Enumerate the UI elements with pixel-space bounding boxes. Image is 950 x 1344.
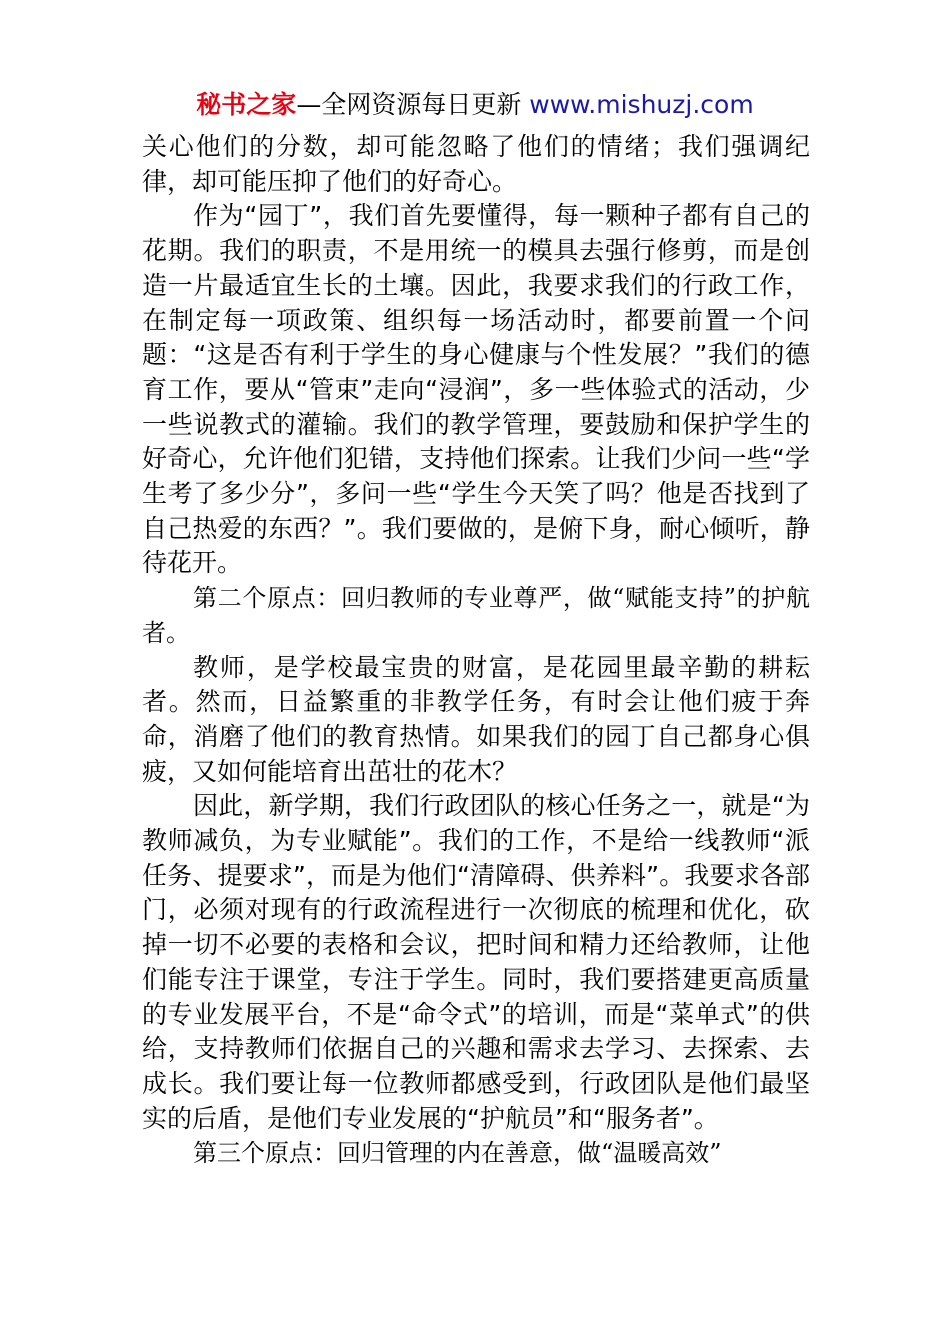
section-heading-second-origin: 第二个原点：回归教师的专业尊严，做“赋能支持”的护航者。: [142, 584, 810, 647]
header-url-link[interactable]: www.mishuzj.com: [529, 90, 754, 119]
paragraph-teachers-wealth: 教师，是学校最宝贵的财富，是花园里最辛勤的耕耘者。然而，日益繁重的非教学任务，有时会让他们疲于奔命，消磨了他们的教育热情。如果我们的园丁自己都身心俱疲，又如何能培育出茁壮的花木？: [142, 652, 810, 786]
page-header: [0, 88, 950, 122]
paragraph-gardener: 作为“园丁”，我们首先要懂得，每一颗种子都有自己的花期。我们的职责，不是用统一的模具去强行修剪，而是创造一片最适宜生长的土壤。因此，我要求我们的行政工作，在制定每一项政策、组织每一场活动时，都要前置一个问题：“这是否有利于学生的身心健康与个性发展？”我们的德育工作，要从“管束”走向“浸润”，多一些体验式的活动，少一些说教式的灌输。我们的教学管理，要鼓励和保护学生的好奇心，允许他们犯错，支持他们探索。让我们少问一些“学生考了多少分”，多问一些“学生今天笑了吗？他是否找到了自己热爱的东西？”。我们要做的，是俯下身，耐心倾听，静待花开。: [142, 201, 810, 578]
paragraph-continuation: 关心他们的分数，却可能忽略了他们的情绪；我们强调纪律，却可能压抑了他们的好奇心。: [142, 132, 810, 196]
paragraph-teacher-empowerment: 因此，新学期，我们行政团队的核心任务之一，就是“为教师减负，为专业赋能”。我们的工作，不是给一线教师“派任务、提要求”，而是为他们“清障碍、供养料”。我要求各部门，必须对现有的行政流程进行一次彻底的梳理和优化，砍掉一切不必要的表格和会议，把时间和精力还给教师，让他们能专注于课堂，专注于学生。同时，我们要搭建更高质量的专业发展平台，不是“命令式”的培训，而是“菜单式”的供给，支持教师们依据自己的兴趣和需求去学习、去探索、去成长。我们要让每一位教师都感受到，行政团队是他们最坚实的后盾，是他们专业发展的“护航员”和“服务者”。: [142, 791, 810, 1133]
document-body: [142, 130, 810, 1171]
section-heading-third-origin: 第三个原点：回归管理的内在善意，做“温暖高效”: [193, 1139, 722, 1168]
header-tagline: —全网资源每日更新: [296, 90, 530, 119]
brand-name: 秘书之家: [196, 90, 297, 119]
